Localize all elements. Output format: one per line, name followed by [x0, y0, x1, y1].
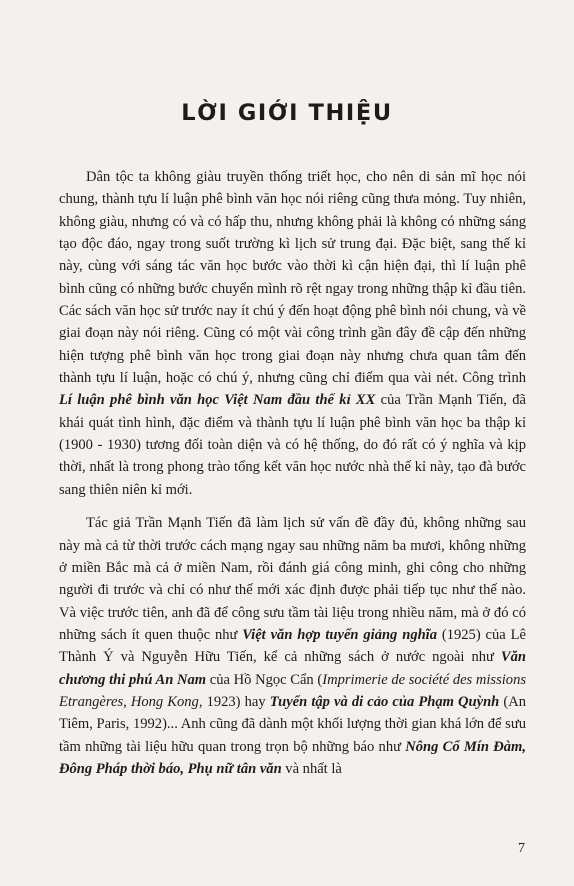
- paragraph: [59, 512, 526, 780]
- emphasized-text: Imprimerie de société des missions Etrangères, Hong Kong,: [59, 671, 526, 710]
- text-run: Tác giả Trần Mạnh Tiến đã làm lịch sử vấn đề đầy đủ, không những sau này mà cả từ thời trước cách mạng ngay sau những năm ba mươi, không những ở miền Bắc mà cả ở miền Nam, rồi đánh giá công minh, ghi công cho những người đi trước và chỉ có như thế mới xác định được phải tiếp tục như thế nào. Và việc trước tiên, anh đã để công sưu tầm tài liệu trong nhiều năm, mà ở đó có những sách ít quen thuộc như: [59, 515, 526, 643]
- emphasized-text: Tuyển tập và di cảo của Phạm Quỳnh: [269, 693, 500, 710]
- page-number: 7: [518, 841, 525, 856]
- text-run: của Trần Mạnh Tiến, đã khái quát tình hình, đặc điểm và thành tựu lí luận phê bình văn học ba thập kỉ (1900 - 1930) tương đối toàn diện và có hệ thống, do đó rất có ý nghĩa và kịp thời, nhất là trong phong trào tổng kết văn học nước nhà thế kỉ này, tạo đà bước sang thiên niên kỉ mới.: [59, 392, 526, 498]
- text-run: Dân tộc ta không giàu truyền thống triết học, cho nên di sản mĩ học nói chung, thành tựu lí luận phê bình văn học nói riêng cũng thưa mỏng. Tuy nhiên, không giàu, nhưng có và có hấp thu, nhưng không phải là không có những sáng tạo độc đáo, ngay trong suốt trường kì lịch sử trung đại. Đặc biệt, sang thế kỉ này, cùng với sáng tác văn học bước vào thời kì cận hiện đại, thì lí luận phê bình cũng có những bước chuyển mình rõ rệt ngay trong những thập kỉ đầu tiên. Các sách văn học sử trước nay ít chú ý đến hoạt động phê bình nói chung, và về giai đoạn này nói riêng. Cũng có một vài công trình gần đây đề cập đến những hiện tượng phê bình văn học trong giai đoạn này nhưng chưa quan tâm đến thành tựu lí luận, hoặc có chú ý, nhưng cũng chỉ điểm qua vài nét. Công trình: [59, 169, 526, 387]
- body-text: [59, 166, 526, 780]
- text-run: của Hồ Ngọc Cẩn (: [206, 671, 323, 688]
- text-run: 1923) hay: [202, 693, 270, 710]
- emphasized-text: Việt văn hợp tuyển giảng nghĩa: [242, 626, 437, 643]
- paragraph: [59, 166, 526, 501]
- emphasized-text: Lí luận phê bình văn học Việt Nam đầu thế kỉ XX: [59, 392, 376, 409]
- text-run: và nhất là: [281, 760, 342, 777]
- text-run: (1925) của Lê Thành Ý và Nguyễn Hữu Tiến, kể cả những sách ở nước ngoài như: [59, 626, 526, 666]
- emphasized-text: Nông Cổ Mín Đàm, Đông Pháp thời báo, Phụ nữ tân văn: [59, 738, 527, 777]
- page-title: LỜI GIỚI THIỆU: [181, 100, 393, 126]
- text-run: (An Tiêm, Paris, 1992)... Anh cũng đã dành một khối lượng thời gian khá lớn để sưu tầm những tài liệu hữu quan trong trọn bộ những báo như: [59, 693, 527, 755]
- emphasized-text: Văn chương thi phú An Nam: [59, 649, 526, 688]
